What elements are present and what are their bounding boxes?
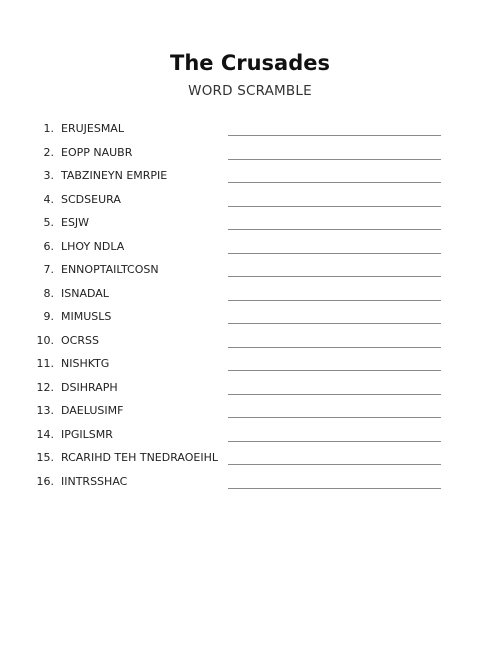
scrambled-word: DAELUSIMF bbox=[61, 404, 124, 417]
list-item bbox=[0, 331, 500, 355]
scrambled-word: MIMUSLS bbox=[61, 310, 112, 323]
list-item bbox=[0, 237, 500, 261]
answer-line[interactable] bbox=[228, 347, 441, 348]
answer-line[interactable] bbox=[228, 417, 441, 418]
answer-line[interactable] bbox=[228, 159, 441, 160]
scrambled-word: IINTRSSHAC bbox=[61, 474, 128, 488]
list-item bbox=[0, 307, 500, 331]
scrambled-word: ESJW bbox=[61, 216, 90, 229]
answer-line[interactable] bbox=[228, 488, 441, 489]
list-item bbox=[0, 213, 500, 237]
answer-line[interactable] bbox=[228, 182, 441, 183]
scrambled-word: DSIHRAPH bbox=[61, 380, 118, 394]
page-subtitle: WORD SCRAMBLE bbox=[188, 83, 312, 99]
scrambled-word: LHOY NDLA bbox=[61, 239, 125, 253]
item-number: 8. bbox=[43, 286, 54, 300]
scrambled-word: OCRSS bbox=[61, 333, 99, 347]
answer-line[interactable] bbox=[228, 323, 441, 324]
scrambled-word: NISHKTG bbox=[61, 357, 110, 370]
list-item bbox=[0, 190, 500, 214]
list-item bbox=[0, 378, 500, 402]
item-number: 11. bbox=[36, 357, 54, 370]
item-number: 4. bbox=[43, 192, 54, 206]
item-number: 16. bbox=[36, 474, 54, 488]
item-number: 6. bbox=[43, 239, 54, 253]
answer-line[interactable] bbox=[228, 300, 441, 301]
item-number: 1. bbox=[43, 122, 54, 135]
item-number: 10. bbox=[36, 333, 54, 347]
list-item bbox=[0, 143, 500, 167]
scrambled-word: ISNADAL bbox=[61, 286, 109, 300]
item-number: 14. bbox=[36, 427, 54, 441]
list-item bbox=[0, 166, 500, 190]
answer-line[interactable] bbox=[228, 229, 441, 230]
answer-line[interactable] bbox=[228, 206, 441, 207]
scrambled-word: ERUJESMAL bbox=[61, 122, 124, 135]
answer-line[interactable] bbox=[228, 135, 441, 136]
page-title: The Crusades bbox=[170, 51, 330, 75]
list-item bbox=[0, 401, 500, 425]
scrambled-word: TABZINEYN EMRPIE bbox=[61, 169, 168, 182]
list-item bbox=[0, 472, 500, 496]
word-scramble-list bbox=[0, 119, 500, 495]
item-number: 15. bbox=[36, 451, 54, 464]
list-item bbox=[0, 260, 500, 284]
scrambled-word: ENNOPTAILTCOSN bbox=[61, 263, 159, 276]
list-item bbox=[0, 284, 500, 308]
answer-line[interactable] bbox=[228, 464, 441, 465]
list-item bbox=[0, 425, 500, 449]
list-item bbox=[0, 448, 500, 472]
scrambled-word: EOPP NAUBR bbox=[61, 145, 133, 159]
answer-line[interactable] bbox=[228, 441, 441, 442]
scrambled-word: RCARIHD TEH TNEDRAOEIHL bbox=[61, 451, 219, 464]
answer-line[interactable] bbox=[228, 253, 441, 254]
item-number: 5. bbox=[43, 216, 54, 229]
list-item bbox=[0, 119, 500, 143]
item-number: 9. bbox=[43, 310, 54, 323]
item-number: 2. bbox=[43, 145, 54, 159]
item-number: 13. bbox=[36, 404, 54, 417]
scrambled-word: IPGILSMR bbox=[61, 427, 113, 441]
scrambled-word: SCDSEURA bbox=[61, 192, 121, 206]
item-number: 12. bbox=[36, 380, 54, 394]
list-item bbox=[0, 354, 500, 378]
answer-line[interactable] bbox=[228, 370, 441, 371]
answer-line[interactable] bbox=[228, 276, 441, 277]
item-number: 3. bbox=[43, 169, 54, 182]
answer-line[interactable] bbox=[228, 394, 441, 395]
item-number: 7. bbox=[43, 263, 54, 276]
